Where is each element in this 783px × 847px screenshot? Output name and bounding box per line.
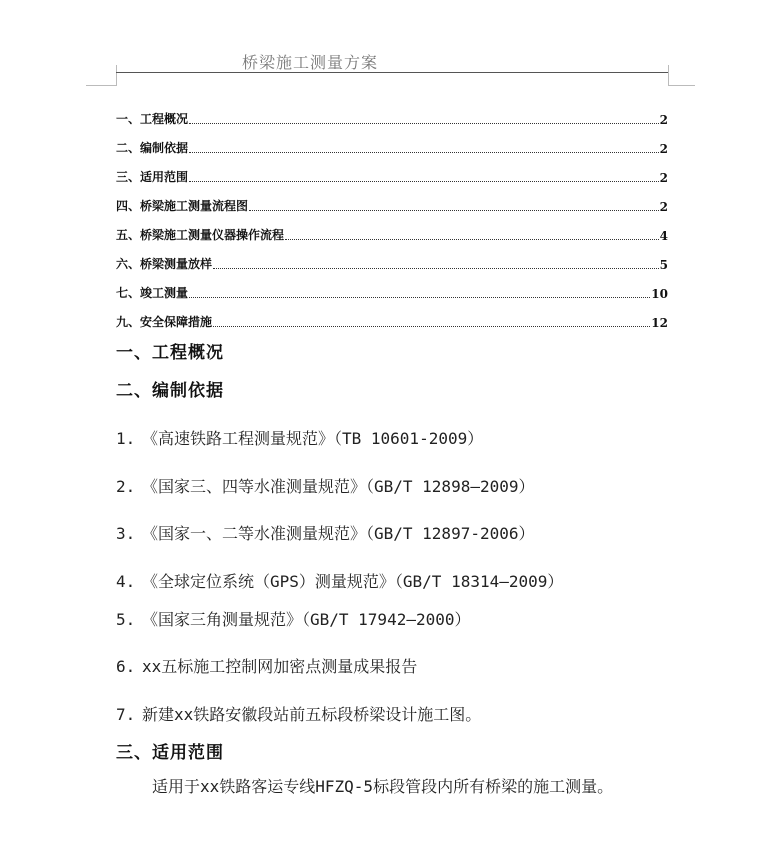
page-header-title: 桥梁施工测量方案: [242, 53, 379, 72]
toc-entry[interactable]: [116, 301, 668, 330]
toc-entry-page: 5: [659, 258, 668, 272]
reference-number: 6.: [116, 657, 136, 676]
toc-entry-page: 2: [659, 142, 668, 156]
reference-item: [116, 569, 563, 592]
header-rule: [116, 72, 668, 73]
toc-entry-label: 二、编制依据: [116, 141, 189, 155]
reference-item: [116, 607, 471, 630]
reference-number: 5.: [116, 610, 136, 629]
toc-entry[interactable]: [116, 98, 668, 127]
reference-number: 7.: [116, 705, 136, 724]
toc-entry-page: 12: [651, 316, 668, 330]
toc-entry-page: 10: [651, 287, 668, 301]
toc-entry-label: 七、竣工测量: [116, 286, 189, 300]
reference-number: 2.: [116, 477, 136, 496]
reference-number: 4.: [116, 572, 136, 591]
reference-number: 1.: [116, 429, 136, 448]
margin-corner-mark: [86, 65, 117, 86]
reference-item: [116, 426, 483, 449]
toc-entry-label: 五、桥梁施工测量仪器操作流程: [116, 228, 285, 242]
reference-item: [116, 521, 535, 544]
toc-entry[interactable]: [116, 156, 668, 185]
toc-leader-dots: [189, 123, 659, 124]
reference-item: [116, 654, 417, 677]
toc-leader-dots: [189, 297, 650, 298]
section-heading: 二、编制依据: [116, 381, 224, 401]
toc-entry[interactable]: [116, 185, 668, 214]
toc-entry-label: 四、桥梁施工测量流程图: [116, 199, 249, 213]
toc-entry[interactable]: [116, 243, 668, 272]
toc-entry-page: 2: [659, 200, 668, 214]
margin-corner-mark: [668, 65, 695, 86]
toc-entry-page: 2: [659, 171, 668, 185]
reference-text: 《国家三、四等水准测量规范》（GB/T 12898—2009）: [142, 477, 535, 496]
toc-entry-label: 三、适用范围: [116, 170, 189, 184]
toc-entry-label: 一、工程概况: [116, 112, 189, 126]
section-heading: 三、适用范围: [116, 743, 224, 763]
reference-number: 3.: [116, 524, 136, 543]
scope-paragraph: 适用于xx铁路客运专线HFZQ-5标段管段内所有桥梁的施工测量。: [152, 777, 614, 796]
reference-text: 新建xx铁路安徽段站前五标段桥梁设计施工图。: [142, 705, 482, 724]
toc-entry[interactable]: [116, 272, 668, 301]
toc-leader-dots: [213, 326, 650, 327]
toc-entry[interactable]: [116, 214, 668, 243]
reference-text: xx五标施工控制网加密点测量成果报告: [142, 657, 418, 676]
reference-text: 《高速铁路工程测量规范》（TB 10601-2009）: [142, 429, 484, 448]
toc-leader-dots: [285, 239, 659, 240]
toc-leader-dots: [189, 181, 659, 182]
toc-entry[interactable]: [116, 127, 668, 156]
toc-entry-label: 六、桥梁测量放样: [116, 257, 213, 271]
toc-entry-page: 4: [659, 229, 668, 243]
reference-text: 《国家三角测量规范》（GB/T 17942—2000）: [142, 610, 471, 629]
toc-leader-dots: [213, 268, 659, 269]
reference-item: [116, 702, 481, 725]
toc-leader-dots: [189, 152, 659, 153]
reference-item: [116, 474, 535, 497]
toc-entry-page: 2: [659, 113, 668, 127]
section-heading: 一、工程概况: [116, 343, 224, 363]
reference-text: 《全球定位系统（GPS）测量规范》（GB/T 18314—2009）: [142, 572, 564, 591]
reference-text: 《国家一、二等水准测量规范》（GB/T 12897-2006）: [142, 524, 535, 543]
toc-entry-label: 九、安全保障措施: [116, 315, 213, 329]
toc-leader-dots: [249, 210, 659, 211]
table-of-contents: [116, 98, 668, 330]
